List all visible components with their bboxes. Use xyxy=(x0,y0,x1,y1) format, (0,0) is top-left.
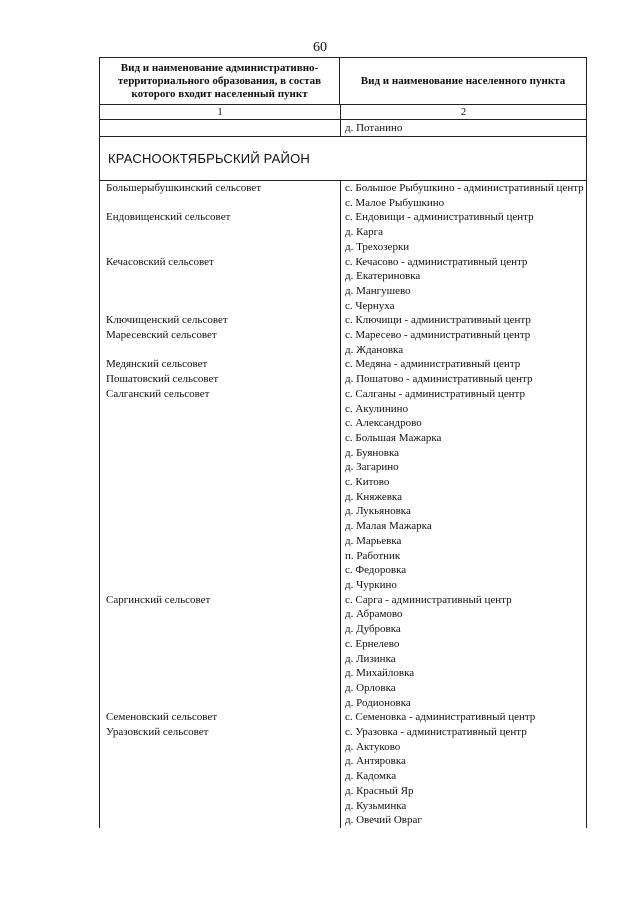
settlement-list xyxy=(340,372,586,387)
settlement-item: с. Медяна - административный центр xyxy=(345,358,521,371)
settlement-item: д. Ждановка xyxy=(345,343,404,356)
settlement-item: с. Маресево - административный центр xyxy=(345,329,531,342)
settlement-item: д. Лизинка xyxy=(345,652,396,665)
council-row xyxy=(100,593,586,711)
header-col1: Вид и наименование административно-территориального образования, в состав которого входит населенный пункт xyxy=(100,58,340,104)
council-name: Большерыбушкинский сельсовет xyxy=(106,182,262,194)
council-name: Семеновский сельсовет xyxy=(106,711,218,724)
settlement-item: д. Трехозерки xyxy=(345,240,410,253)
council-name: Уразовский сельсовет xyxy=(106,726,209,739)
settlement-item: д. Кузьминка xyxy=(345,799,407,812)
header-col2: Вид и наименование населенного пункта xyxy=(360,74,566,87)
settlement-item: д. Малая Мажарка xyxy=(345,520,432,533)
column-numbers-row xyxy=(100,105,586,120)
council-name: Салганский сельсовет xyxy=(106,387,210,400)
settlement-item: д. Пошатово - административный центр xyxy=(345,373,533,386)
council-row xyxy=(100,255,586,314)
settlement-item: д. Княжевка xyxy=(345,490,402,503)
council-row xyxy=(100,328,586,357)
settlement-item: д. Дубровка xyxy=(345,623,401,636)
settlement-item: с. Александрово xyxy=(345,417,422,430)
settlement-item: д. Родионовка xyxy=(345,696,411,709)
district-title: КРАСНООКТЯБРЬСКИЙ РАЙОН xyxy=(108,151,310,166)
page-number: 60 xyxy=(313,40,327,55)
settlement-item: д. Кадомка xyxy=(345,770,397,783)
council-row xyxy=(100,181,586,210)
settlement-item: с. Ключищи - административный центр xyxy=(345,314,531,327)
settlement-list xyxy=(340,357,586,372)
council-name: Пошатовский сельсовет xyxy=(106,373,219,386)
settlement-list xyxy=(340,710,586,725)
settlement-item: д. Антяровка xyxy=(345,755,406,768)
settlement-list xyxy=(340,313,586,328)
council-name: Медянский сельсовет xyxy=(106,358,208,371)
council-row xyxy=(100,210,586,254)
settlement-item: д. Чуркино xyxy=(345,578,397,591)
continued-settlement: д. Потанино xyxy=(345,122,403,134)
district-row xyxy=(100,137,586,181)
settlement-item: п. Работник xyxy=(345,549,401,562)
settlement-item: с. Ернелево xyxy=(345,637,400,650)
council-row xyxy=(100,387,586,593)
table-header xyxy=(100,58,586,105)
settlement-item: с. Кечасово - административный центр xyxy=(345,255,528,268)
settlement-item: с. Большая Мажарка xyxy=(345,431,442,444)
council-name: Маресевский сельсовет xyxy=(106,329,217,342)
settlement-item: с. Ендовищи - административный центр xyxy=(345,211,534,224)
settlement-item: с. Уразовка - административный центр xyxy=(345,726,527,739)
council-row xyxy=(100,313,586,328)
council-row xyxy=(100,710,586,725)
settlement-list xyxy=(340,725,586,828)
council-row xyxy=(100,372,586,387)
settlement-list xyxy=(340,593,586,711)
settlement-item: с. Китово xyxy=(345,476,390,489)
settlements-table xyxy=(99,57,587,828)
council-rows xyxy=(100,181,586,828)
settlement-item: д. Лукьяновка xyxy=(345,505,411,518)
settlement-item: д. Екатериновка xyxy=(345,270,421,283)
settlement-item: с. Семеновка - административный центр xyxy=(345,711,536,724)
settlement-item: с. Малое Рыбушкино xyxy=(345,196,445,209)
settlement-item: д. Михайловка xyxy=(345,667,415,680)
continued-row xyxy=(100,120,586,137)
settlement-item: д. Орловка xyxy=(345,681,396,694)
settlement-item: д. Актуково xyxy=(345,740,401,753)
col2-number: 2 xyxy=(460,106,467,118)
settlement-item: д. Абрамово xyxy=(345,608,403,621)
settlement-list xyxy=(340,387,586,593)
settlement-list xyxy=(340,181,586,210)
settlement-item: с. Сарга - административный центр xyxy=(345,593,512,606)
col1-number: 1 xyxy=(100,105,341,119)
settlement-item: д. Карга xyxy=(345,226,384,239)
settlement-item: д. Буяновка xyxy=(345,446,400,459)
settlement-item: с. Акулинино xyxy=(345,402,409,415)
settlement-item: с. Чернуха xyxy=(345,299,395,312)
settlement-item: д. Овечий Овраг xyxy=(345,814,422,827)
council-name: Ключищенский сельсовет xyxy=(106,314,228,327)
settlement-list xyxy=(340,210,586,254)
council-name: Саргинский сельсовет xyxy=(106,593,211,606)
council-name: Кечасовский сельсовет xyxy=(106,255,214,268)
settlement-list xyxy=(340,328,586,357)
council-name: Ендовищенский сельсовет xyxy=(106,211,231,224)
settlement-item: д. Мангушево xyxy=(345,284,411,297)
settlement-item: д. Красный Яр xyxy=(345,784,414,797)
council-row xyxy=(100,725,586,828)
settlement-list xyxy=(340,255,586,314)
settlement-item: с. Салганы - административный центр xyxy=(345,387,525,400)
council-row xyxy=(100,357,586,372)
settlement-item: д. Марьевка xyxy=(345,534,402,547)
settlement-item: с. Большое Рыбушкино - административный центр xyxy=(345,182,584,194)
settlement-item: с. Федоровка xyxy=(345,564,407,577)
settlement-item: д. Загарино xyxy=(345,461,399,474)
